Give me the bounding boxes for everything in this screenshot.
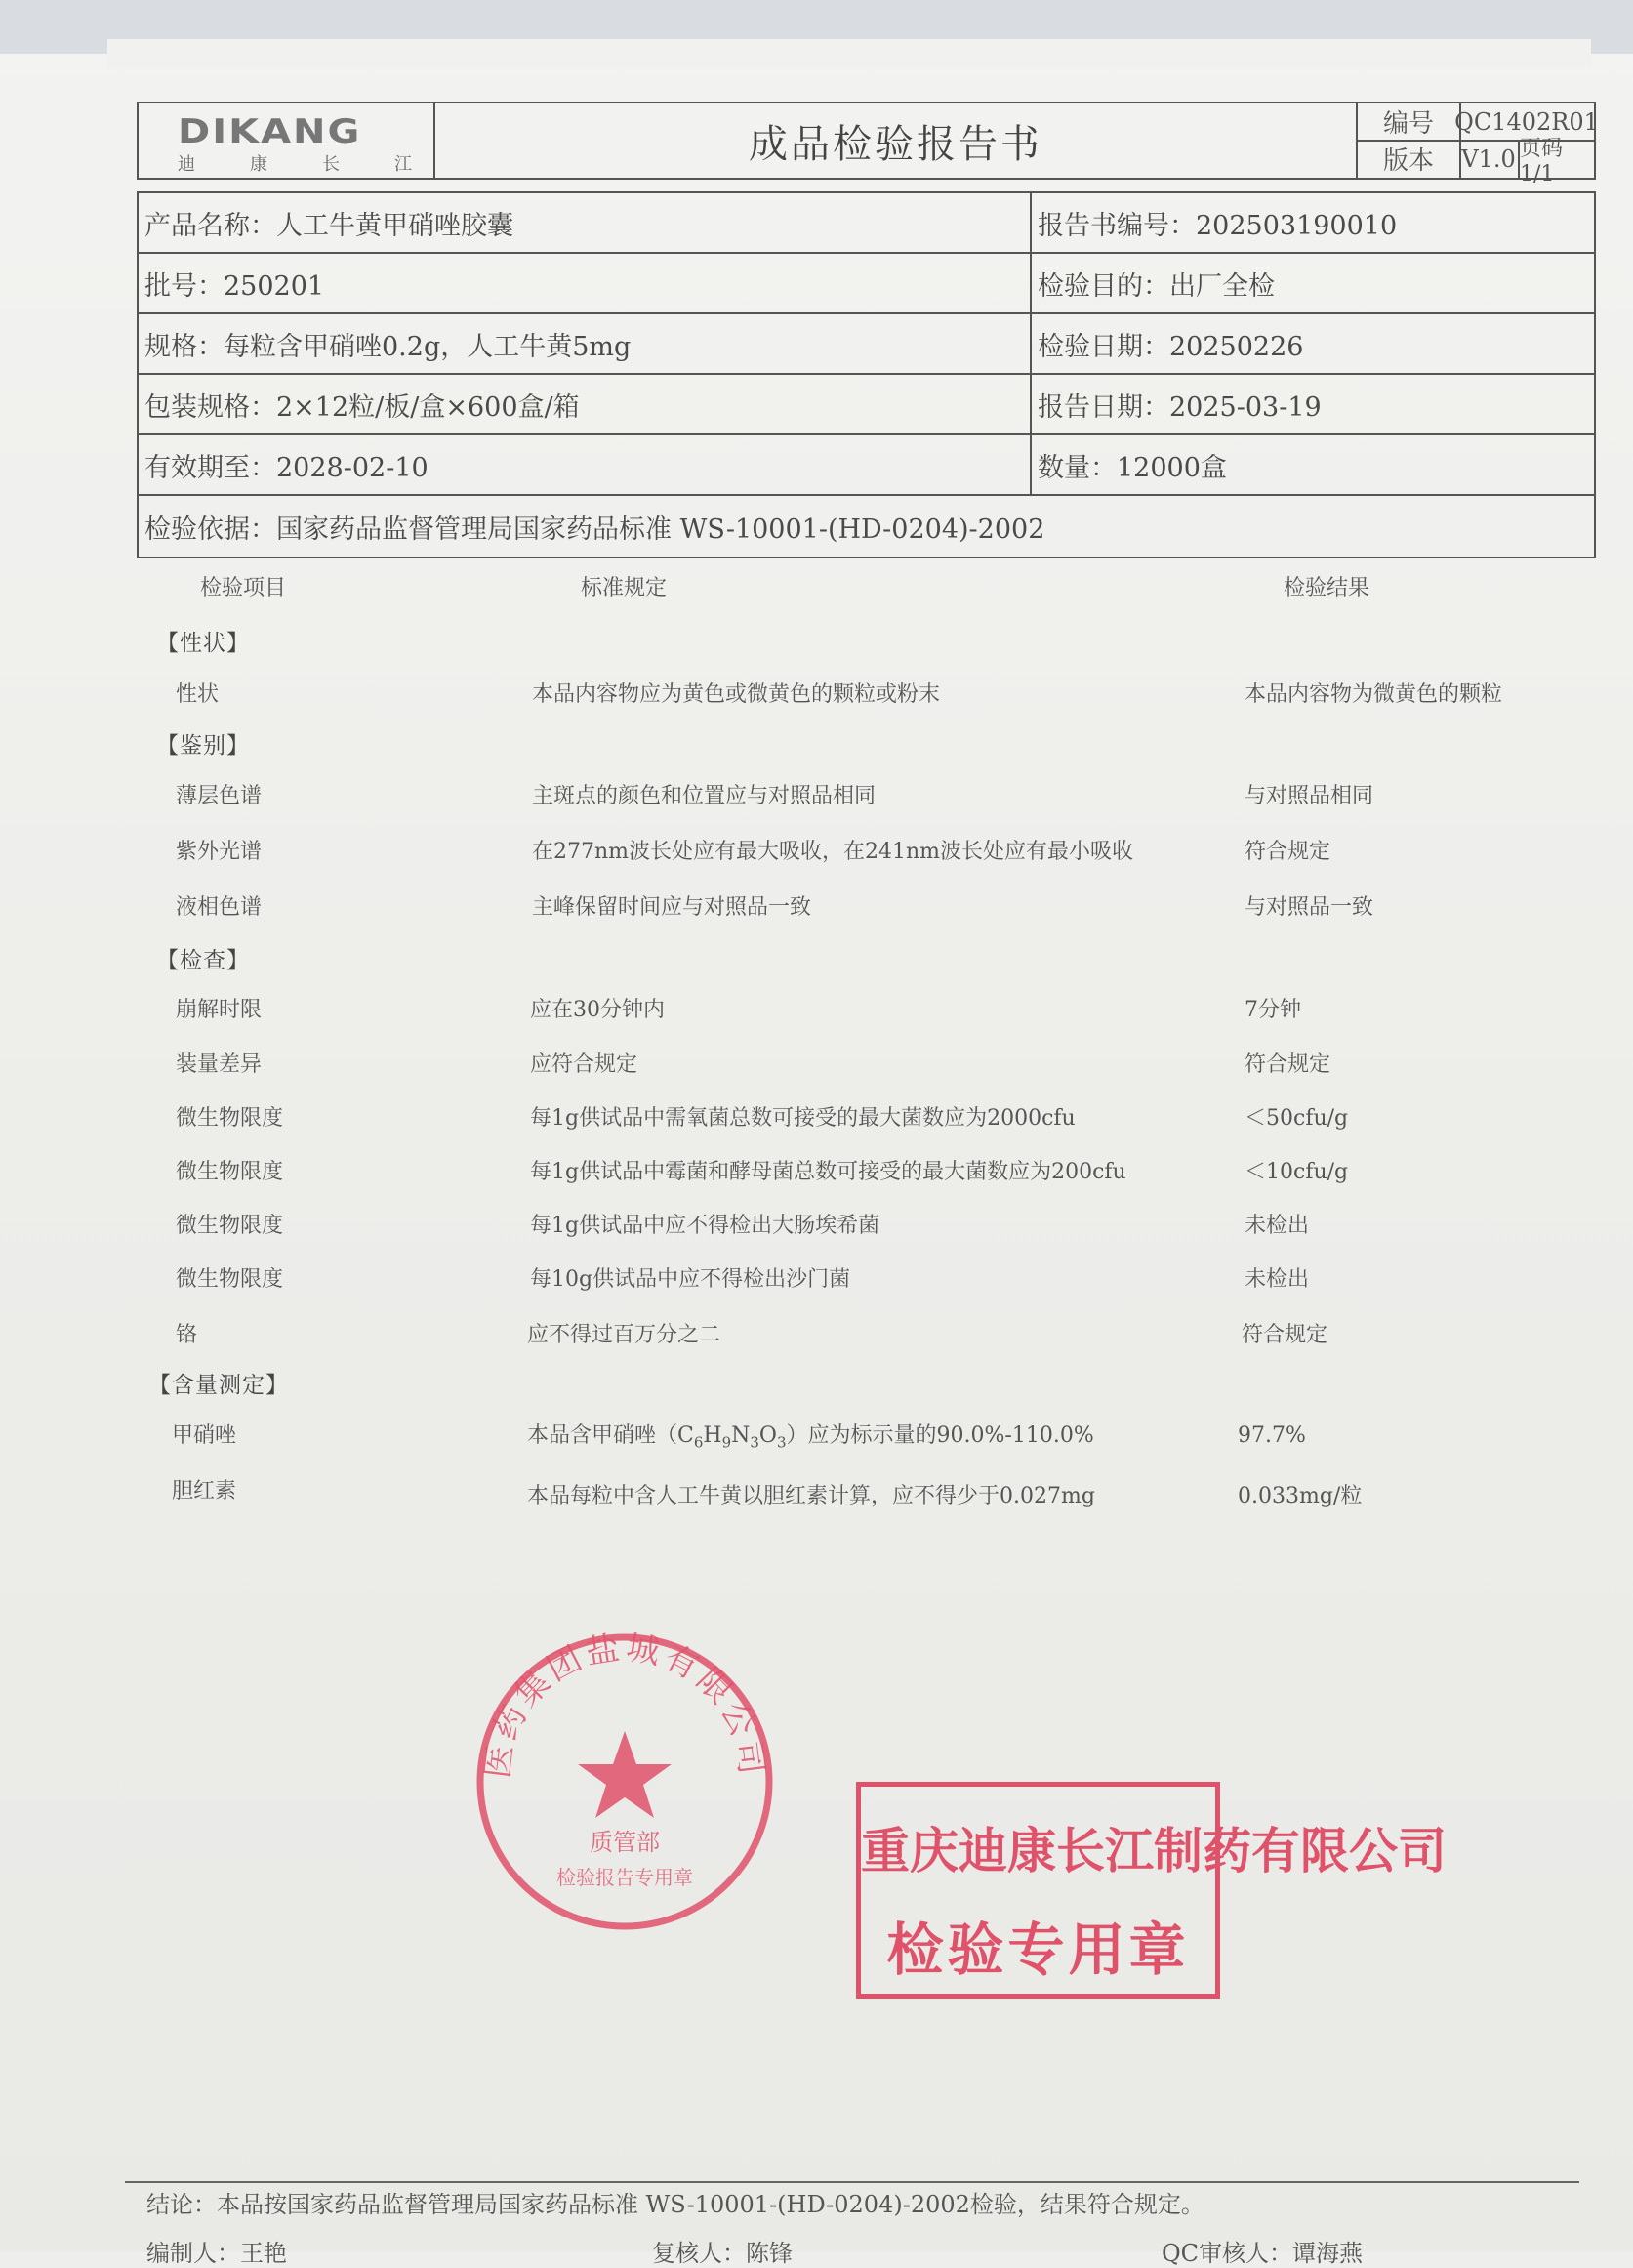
row-result: 未检出 bbox=[1245, 1267, 1310, 1292]
info-row bbox=[139, 193, 1594, 254]
row-item: 微生物限度 bbox=[176, 1106, 284, 1131]
row-item: 胆红素 bbox=[172, 1479, 237, 1504]
version-label: 版本 bbox=[1382, 146, 1434, 176]
version-value: V1.0 bbox=[1461, 144, 1516, 173]
row-item: 液相色谱 bbox=[176, 895, 263, 920]
specification: 规格：每粒含甲硝唑0.2g，人工牛黄5mg bbox=[144, 331, 632, 362]
inspection-stamp bbox=[856, 1782, 1447, 1999]
row-standard: 本品每粒中含人工牛黄以胆红素计算，应不得少于0.027mg bbox=[527, 1484, 1095, 1508]
row-standard: 本品内容物应为黄色或微黄色的颗粒或粉末 bbox=[532, 682, 941, 707]
logo-char: 迪 bbox=[178, 154, 195, 175]
code-value: QC1402R01 bbox=[1454, 107, 1599, 136]
row-item: 崩解时限 bbox=[176, 998, 263, 1022]
row-result: 本品内容物为微黄色的颗粒 bbox=[1245, 682, 1503, 707]
column-head-result: 检验结果 bbox=[1284, 576, 1370, 600]
logo-char: 江 bbox=[394, 154, 412, 175]
qc-reviewer: QC审核人：谭海燕 bbox=[1162, 2240, 1364, 2267]
row-result: 7分钟 bbox=[1245, 998, 1301, 1022]
row-result: 与对照品相同 bbox=[1245, 784, 1374, 808]
company-logo bbox=[139, 103, 435, 178]
document-title: 成品检验报告书 bbox=[435, 103, 1358, 178]
star-icon bbox=[578, 1731, 672, 1818]
info-row bbox=[139, 375, 1594, 435]
logo-char: 康 bbox=[250, 154, 267, 175]
row-result: 未检出 bbox=[1245, 1214, 1310, 1238]
product-info-table bbox=[137, 191, 1596, 558]
test-purpose: 检验目的：出厂全检 bbox=[1030, 254, 1594, 312]
row-result: ＜10cfu/g bbox=[1245, 1160, 1349, 1184]
row-standard: 在277nm波长处应有最大吸收，在241nm波长处应有最小吸收 bbox=[532, 840, 1134, 864]
batch-number: 批号：250201 bbox=[144, 270, 325, 302]
info-row bbox=[139, 435, 1594, 496]
section-inspection: 【检查】 bbox=[156, 948, 250, 973]
paper-top bbox=[107, 39, 1591, 68]
document-meta bbox=[1358, 103, 1599, 186]
row-standard: 每1g供试品中需氧菌总数可接受的最大菌数应为2000cfu bbox=[530, 1106, 1076, 1131]
quantity: 数量：12000盒 bbox=[1030, 435, 1594, 494]
page-label: 页码1/1 bbox=[1518, 140, 1594, 178]
reviewed-by: 复核人：陈锋 bbox=[652, 2240, 793, 2267]
stamp-purpose: 检验专用章 bbox=[886, 1917, 1190, 1983]
report-header bbox=[137, 102, 1599, 186]
row-standard: 应符合规定 bbox=[530, 1052, 638, 1077]
row-standard: 每10g供试品中应不得检出沙门菌 bbox=[530, 1267, 851, 1292]
package-spec: 包装规格：2×12粒/板/盒×600盒/箱 bbox=[144, 392, 580, 423]
row-standard: 本品含甲硝唑$(C_6H_9N_3O_3)$应为标示量的90.0%-110.0% bbox=[527, 1423, 1094, 1452]
footer-divider bbox=[125, 2181, 1579, 2183]
report-number: 报告书编号：202503190010 bbox=[1030, 193, 1594, 252]
row-standard: 主斑点的颜色和位置应与对照品相同 bbox=[532, 784, 877, 808]
prepared-by: 编制人：王艳 bbox=[146, 2240, 287, 2267]
section-appearance: 【性状】 bbox=[156, 631, 250, 656]
row-standard: 每1g供试品中霉菌和酵母菌总数可接受的最大菌数应为200cfu bbox=[530, 1160, 1126, 1184]
logo-char: 长 bbox=[322, 154, 340, 175]
seal-center-text: 质管部 bbox=[590, 1829, 660, 1856]
row-result: 符合规定 bbox=[1242, 1323, 1328, 1347]
test-basis: 检验依据：国家药品监督管理局国家药品标准 WS-10001-(HD-0204)-2002 bbox=[144, 514, 1045, 545]
section-assay: 【含量测定】 bbox=[148, 1373, 289, 1398]
test-date: 检验日期：20250226 bbox=[1030, 314, 1594, 373]
row-item: 铬 bbox=[176, 1323, 198, 1347]
row-item: 微生物限度 bbox=[176, 1267, 284, 1292]
row-item: 紫外光谱 bbox=[176, 840, 263, 864]
row-result: 与对照品一致 bbox=[1245, 895, 1374, 920]
section-identification: 【鉴别】 bbox=[156, 733, 250, 759]
row-item: 装量差异 bbox=[176, 1052, 263, 1077]
logo-cn bbox=[178, 150, 412, 176]
product-name: 产品名称：人工牛黄甲硝唑胶囊 bbox=[144, 210, 513, 241]
info-row bbox=[139, 314, 1594, 375]
column-head-item: 检验项目 bbox=[200, 576, 287, 600]
row-standard: 每1g供试品中应不得检出大肠埃希菌 bbox=[530, 1214, 880, 1238]
row-item: 微生物限度 bbox=[176, 1214, 284, 1238]
info-row bbox=[139, 254, 1594, 314]
row-result: ＜50cfu/g bbox=[1245, 1106, 1349, 1131]
stamp-company: 重庆迪康长江制药有限公司 bbox=[861, 1822, 1447, 1879]
row-result: 97.7% bbox=[1238, 1423, 1306, 1448]
seal-bottom-text: 检验报告专用章 bbox=[556, 1866, 693, 1889]
row-item: 性状 bbox=[176, 682, 220, 707]
seal-arc-text: 医药集团盐城有限公司 bbox=[477, 1628, 772, 1781]
report-date: 报告日期：2025-03-19 bbox=[1030, 375, 1594, 433]
row-item: 微生物限度 bbox=[176, 1160, 284, 1184]
expiry-date: 有效期至：2028-02-10 bbox=[144, 452, 429, 483]
row-standard: 主峰保留时间应与对照品一致 bbox=[532, 895, 812, 920]
row-item: 甲硝唑 bbox=[172, 1423, 237, 1448]
info-row bbox=[139, 496, 1594, 557]
row-standard: 应不得过百万分之二 bbox=[527, 1323, 721, 1347]
column-head-standard: 标准规定 bbox=[581, 576, 668, 600]
row-standard: 应在30分钟内 bbox=[530, 998, 665, 1022]
round-seal-stamp bbox=[469, 1626, 781, 1938]
row-result: 符合规定 bbox=[1245, 840, 1331, 864]
logo-wordmark: DIKANG bbox=[178, 112, 362, 151]
row-result: 符合规定 bbox=[1245, 1052, 1331, 1077]
code-label: 编号 bbox=[1382, 109, 1434, 139]
row-item: 薄层色谱 bbox=[176, 784, 263, 808]
conclusion-text: 结论：本品按国家药品监督管理局国家药品标准 WS-10001-(HD-0204)-2002检验，结果符合规定。 bbox=[146, 2191, 1204, 2218]
row-result: 0.033mg/粒 bbox=[1238, 1484, 1363, 1508]
